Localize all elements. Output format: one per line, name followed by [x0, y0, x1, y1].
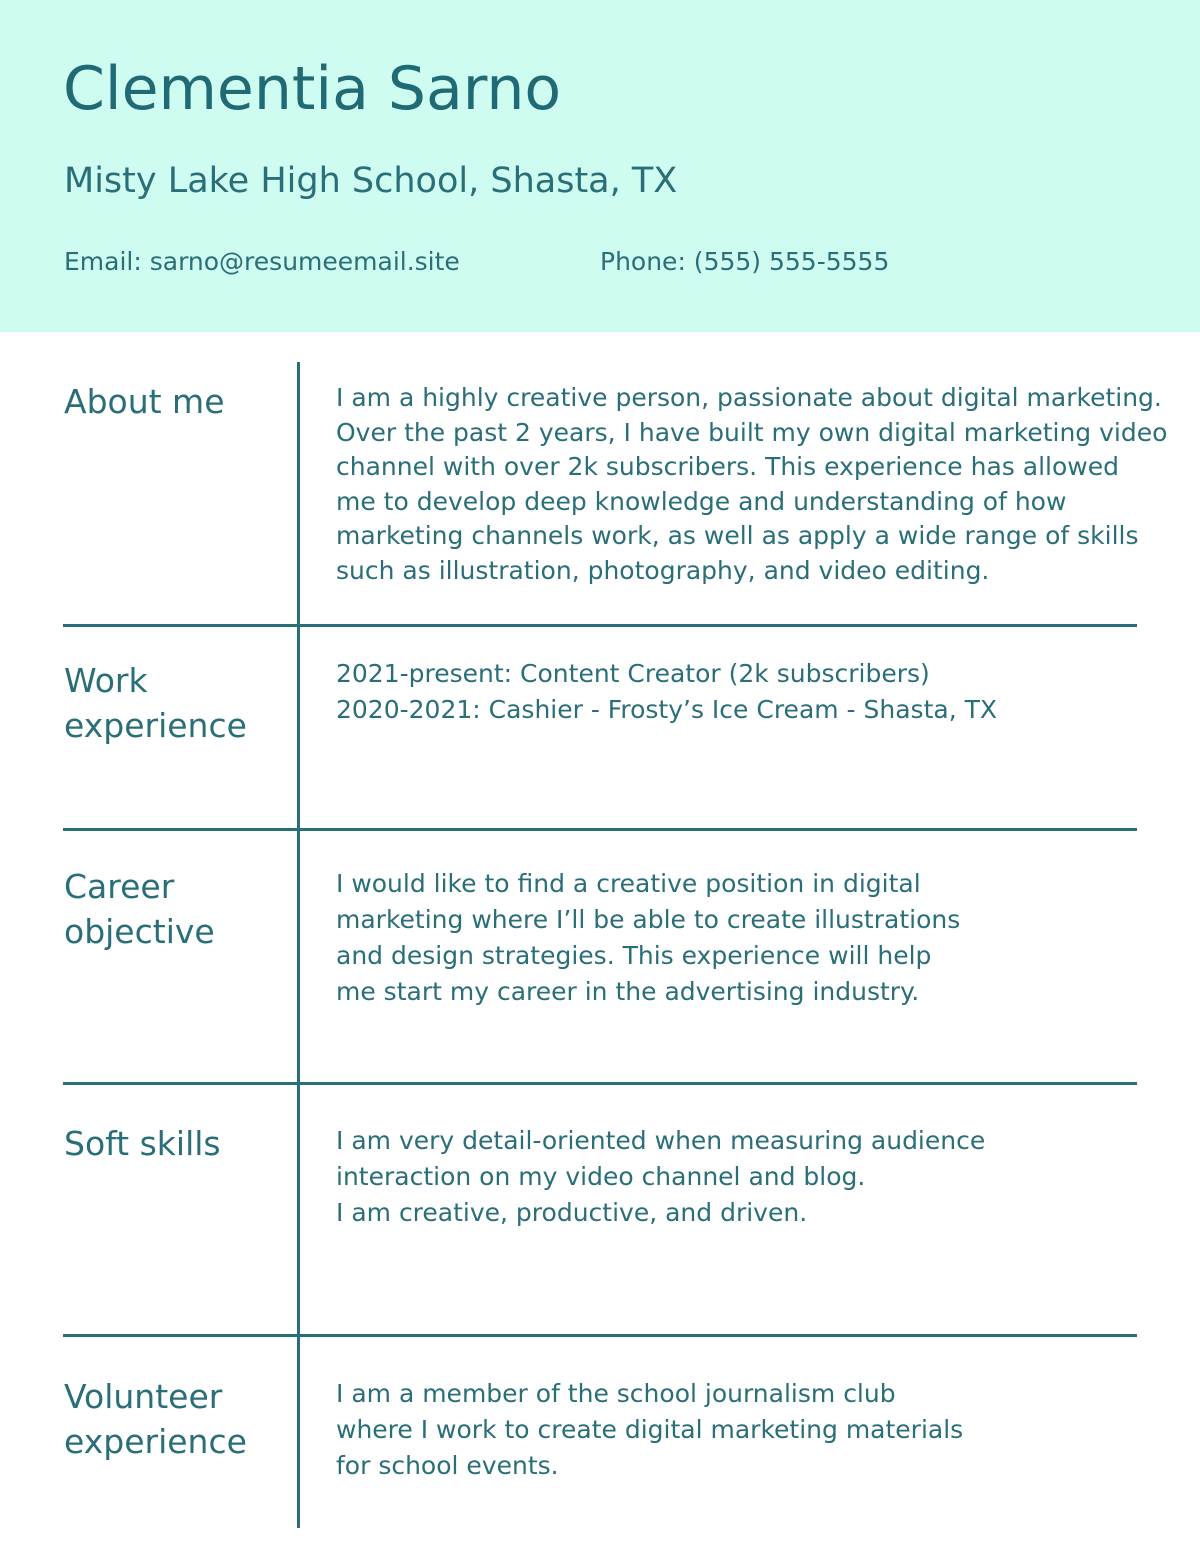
about-line: Over the past 2 years, I have built my own digital marketing video: [336, 417, 1168, 447]
career-title-line: Career: [64, 867, 175, 906]
about-line: me to develop deep knowledge and understanding of how: [336, 486, 1067, 516]
work-title: [64, 658, 289, 748]
career-line: and design strategies. This experience will help: [336, 941, 932, 970]
career-content: [336, 866, 1186, 1010]
about-title: About me: [64, 382, 225, 421]
about-line: such as illustration, photography, and video editing.: [336, 555, 990, 585]
school-name: Misty Lake High School, Shasta, TX: [64, 161, 678, 201]
volunteer-content: [336, 1376, 1186, 1484]
career-line: marketing where I’ll be able to create illustrations: [336, 905, 961, 934]
work-title-line: Work: [64, 661, 148, 700]
soft-skills-title: Soft skills: [64, 1124, 221, 1163]
career-line: I would like to find a creative position in digital: [336, 869, 921, 898]
volunteer-title-line: experience: [64, 1422, 247, 1461]
work-title-line: experience: [64, 706, 247, 745]
section-divider: [63, 624, 1137, 627]
work-entry: 2021-present: Content Creator (2k subscribers): [336, 659, 930, 688]
about-line: channel with over 2k subscribers. This experience has allowed: [336, 452, 1119, 482]
soft-skills-line: interaction on my video channel and blog.: [336, 1162, 866, 1191]
resume-header: [0, 0, 1200, 332]
career-title-line: objective: [64, 912, 215, 951]
career-title: [64, 864, 289, 954]
soft-skills-line: I am very detail-oriented when measuring audience: [336, 1126, 986, 1155]
soft-skills-content: [336, 1123, 1186, 1231]
volunteer-title: [64, 1374, 289, 1464]
volunteer-title-line: Volunteer: [64, 1377, 223, 1416]
email-text: Email: sarno@resumeemail.site: [64, 247, 460, 276]
volunteer-line: I am a member of the school journalism club: [336, 1379, 896, 1408]
section-divider: [63, 828, 1137, 831]
section-divider: [63, 1082, 1137, 1085]
career-line: me start my career in the advertising industry.: [336, 977, 920, 1006]
about-line: marketing channels work, as well as apply a wide range of skills: [336, 521, 1139, 551]
column-divider: [297, 362, 300, 1528]
volunteer-line: for school events.: [336, 1451, 559, 1480]
about-line: I am a highly creative person, passionate about digital marketing.: [336, 383, 1162, 412]
soft-skills-line: I am creative, productive, and driven.: [336, 1198, 808, 1227]
work-entry: 2020-2021: Cashier - Frosty’s Ice Cream - Shasta, TX: [336, 695, 997, 724]
phone-text: Phone: (555) 555-5555: [600, 247, 890, 276]
section-divider: [63, 1334, 1137, 1337]
volunteer-line: where I work to create digital marketing materials: [336, 1415, 964, 1444]
candidate-name: Clementia Sarno: [63, 54, 562, 124]
work-content: [336, 656, 1186, 728]
about-content: [336, 381, 1186, 589]
